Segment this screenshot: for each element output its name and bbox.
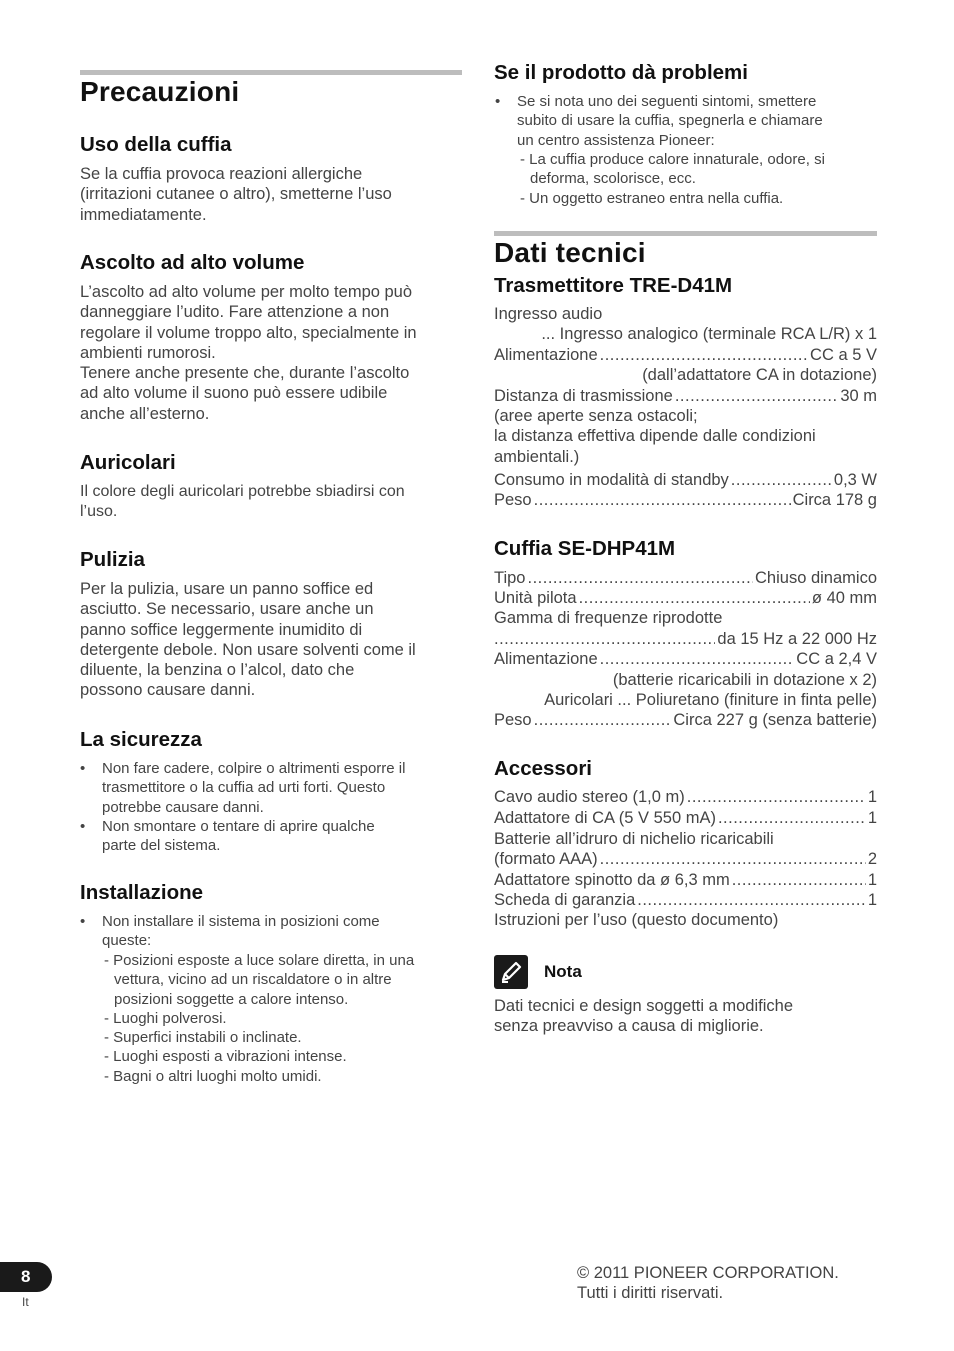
installazione-heading: Installazione [80, 881, 204, 904]
note-pencil-icon [494, 955, 528, 989]
nota-text: Dati tecnici e design soggetti a modifiche senza preavviso a causa di migliorie. [494, 997, 793, 1036]
sicurezza-bullet-1: • Non fare cadere, colpire o altrimenti esporre il trasmettitore o la cuffia ad urti forti. Questo potrebbe causare danni. [80, 760, 406, 816]
dati-rule [494, 231, 877, 236]
trasmettitore-heading: Trasmettitore TRE-D41M [494, 274, 733, 297]
precauzioni-title: Precauzioni [80, 76, 240, 107]
distanza-notes: (aree aperte senza ostacoli; la distanza effettiva dipende dalle condizioni ambientali.) [494, 407, 816, 466]
istruzioni-line: Istruzioni per l’uso (questo documento) [494, 911, 779, 929]
ingresso-label: Ingresso audio [494, 305, 603, 323]
accessori-item: Scheda di garanzia ..... 1 [494, 890, 877, 910]
consumo-row: Consumo in modalità di standby ..... 0,3 W [494, 470, 877, 490]
copyright: © 2011 PIONEER CORPORATION. Tutti i diritti riservati. [577, 1264, 839, 1303]
accessori-heading: Accessori [494, 757, 593, 780]
unita-row: Unità pilota ..... ø 40 mm [494, 588, 877, 608]
page-number: 8 [21, 1267, 31, 1286]
language-code: It [22, 1295, 29, 1309]
tipo-row: Tipo ..... Chiuso dinamico [494, 568, 877, 588]
trasm-alimentazione-note: (dall’adattatore CA in dotazione) [642, 366, 877, 384]
installazione-sublist: - Posizioni esposte a luce solare diretta, in una vettura, vicino ad un riscaldatore o in altre posizioni soggette a calore intenso. - Luoghi polverosi. - Superfici instabili o inclinate. - Luoghi esposti a vibrazioni intense. - Bagni o altri luoghi molto umidi. [104, 952, 415, 1085]
distanza-row: Distanza di trasmissione ..... 30 m [494, 386, 877, 406]
dati-tecnici-title: Dati tecnici [494, 237, 646, 268]
ascolto-text: L’ascolto ad alto volume per molto tempo può danneggiare l’udito. Fare attenzione a non regolare il volume troppo alto, specialmente in ambienti rumorosi. Tenere anche presente che, durante l’ascolto ad alto volume il suono può essere udibile anche all’esterno. [80, 283, 417, 423]
auricolari-heading: Auricolari [80, 451, 176, 474]
cuffia-heading: Cuffia SE-DHP41M [494, 537, 676, 560]
batterie-line: Batterie all’idruro di nichelio ricaricabili [494, 830, 774, 848]
auricolari-spec: Auricolari ... Poliuretano (finiture in finta pelle) [544, 691, 877, 709]
ascolto-heading: Ascolto ad alto volume [80, 251, 305, 274]
nota-label: Nota [544, 962, 582, 981]
pulizia-heading: Pulizia [80, 548, 145, 571]
problemi-bullet-1: • Se si nota uno dei seguenti sintomi, smettere subito di usare la cuffia, spegnerla e chiamare un centro assistenza Pioneer: [495, 93, 823, 149]
gamma-label: Gamma di frequenze riprodotte [494, 609, 723, 627]
cuffia-alimentazione-row: Alimentazione ..... CC a 2,4 V [494, 649, 877, 669]
ingresso-value: ... Ingresso analogico (terminale RCA L/R) x 1 [541, 325, 877, 343]
sicurezza-heading: La sicurezza [80, 728, 202, 751]
accessori-item: (formato AAA) ..... 2 [494, 849, 877, 869]
installazione-bullet-1: • Non installare il sistema in posizioni come queste: [80, 913, 380, 950]
gamma-row: ..... da 15 Hz a 22 000 Hz [494, 629, 877, 649]
cuffia-alimentazione-note: (batterie ricaricabili in dotazione x 2) [612, 671, 877, 689]
cuffia-peso-row: Peso ..... Circa 227 g (senza batterie) [494, 710, 877, 730]
auricolari-text: Il colore degli auricolari potrebbe sbiadirsi con l’uso. [80, 483, 405, 521]
accessori-item: Adattatore di CA (5 V 550 mA) ..... 1 [494, 808, 877, 828]
problemi-heading: Se il prodotto dà problemi [494, 61, 748, 84]
uso-text: Se la cuffia provoca reazioni allergiche (irritazioni cutanee o altro), smetterne l’uso immediatamente. [80, 165, 392, 224]
pulizia-text: Per la pulizia, usare un panno soffice ed asciutto. Se necessario, usare anche un panno soffice leggermente inumidito di detergente debole. Non usare solventi come il diluente, la benzina o l’alcol, dato che possono causare danni. [80, 580, 416, 700]
precauzioni-rule [80, 70, 462, 75]
accessori-item: Adattatore spinotto da ø 6,3 mm ..... 1 [494, 870, 877, 890]
uso-heading: Uso della cuffia [80, 133, 232, 156]
trasm-alimentazione-row: Alimentazione ..... CC a 5 V [494, 345, 877, 365]
sicurezza-bullet-2: • Non smontare o tentare di aprire qualche parte del sistema. [80, 818, 375, 855]
trasm-peso-row: Peso ..... Circa 178 g [494, 490, 877, 510]
accessori-item: Cavo audio stereo (1,0 m) ..... 1 [494, 787, 877, 807]
problemi-sublist: - La cuffia produce calore innaturale, odore, si deforma, scolorisce, ecc. - Un oggetto estraneo entra nella cuffia. [520, 151, 825, 207]
